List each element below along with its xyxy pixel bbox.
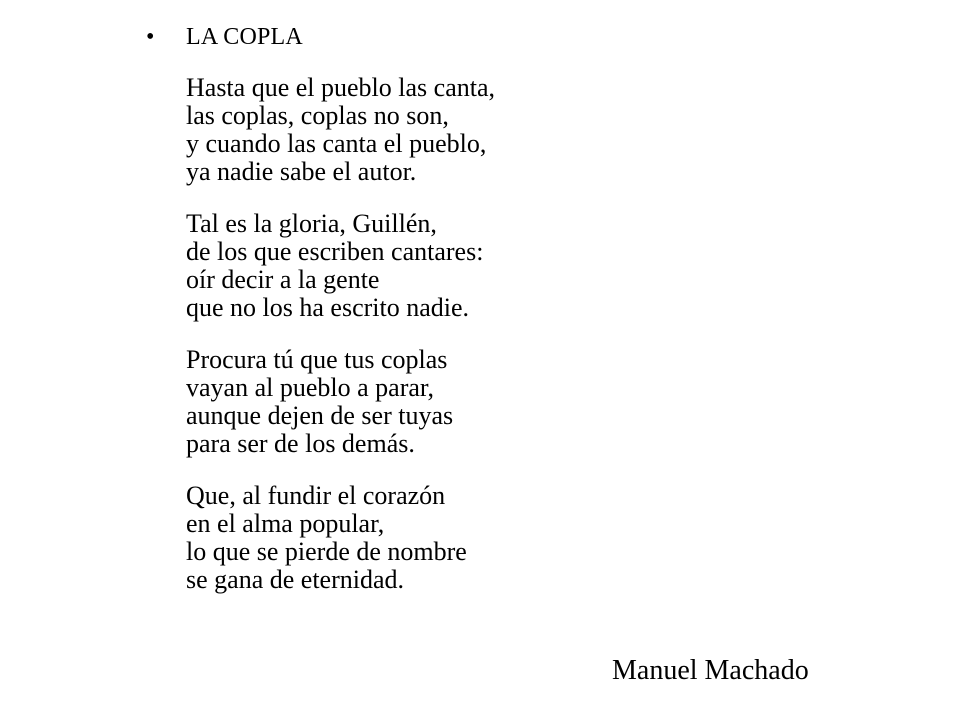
verse-line: Hasta que el pueblo las canta, <box>186 73 495 102</box>
verse-line: Que, al fundir el corazón <box>186 481 446 510</box>
poem-title: LA COPLA <box>186 24 303 50</box>
verse-line: vayan al pueblo a parar, <box>186 373 435 402</box>
verse-line: de los que escriben cantares: <box>186 237 484 266</box>
stanza-1 <box>186 74 746 186</box>
verse-line: las coplas, coplas no son, <box>186 101 449 130</box>
poem-body <box>186 74 746 618</box>
verse-line: lo que se pierde de nombre <box>186 537 467 566</box>
verse-line: oír decir a la gente <box>186 265 380 294</box>
verse-line: Procura tú que tus coplas <box>186 345 448 374</box>
verse-line: ya nadie sabe el autor. <box>186 157 417 186</box>
stanza-2 <box>186 210 746 322</box>
verse-line: en el alma popular, <box>186 509 385 538</box>
verse-line: para ser de los demás. <box>186 429 415 458</box>
stanza-4 <box>186 482 746 594</box>
stanza-3 <box>186 346 746 458</box>
bullet-marker: • <box>146 24 155 50</box>
verse-line: se gana de eternidad. <box>186 565 405 594</box>
verse-line: aunque dejen de ser tuyas <box>186 401 454 430</box>
verse-line: que no los ha escrito nadie. <box>186 293 470 322</box>
author-name: Manuel Machado <box>612 655 809 686</box>
verse-line: y cuando las canta el pueblo, <box>186 129 487 158</box>
verse-line: Tal es la gloria, Guillén, <box>186 209 437 238</box>
